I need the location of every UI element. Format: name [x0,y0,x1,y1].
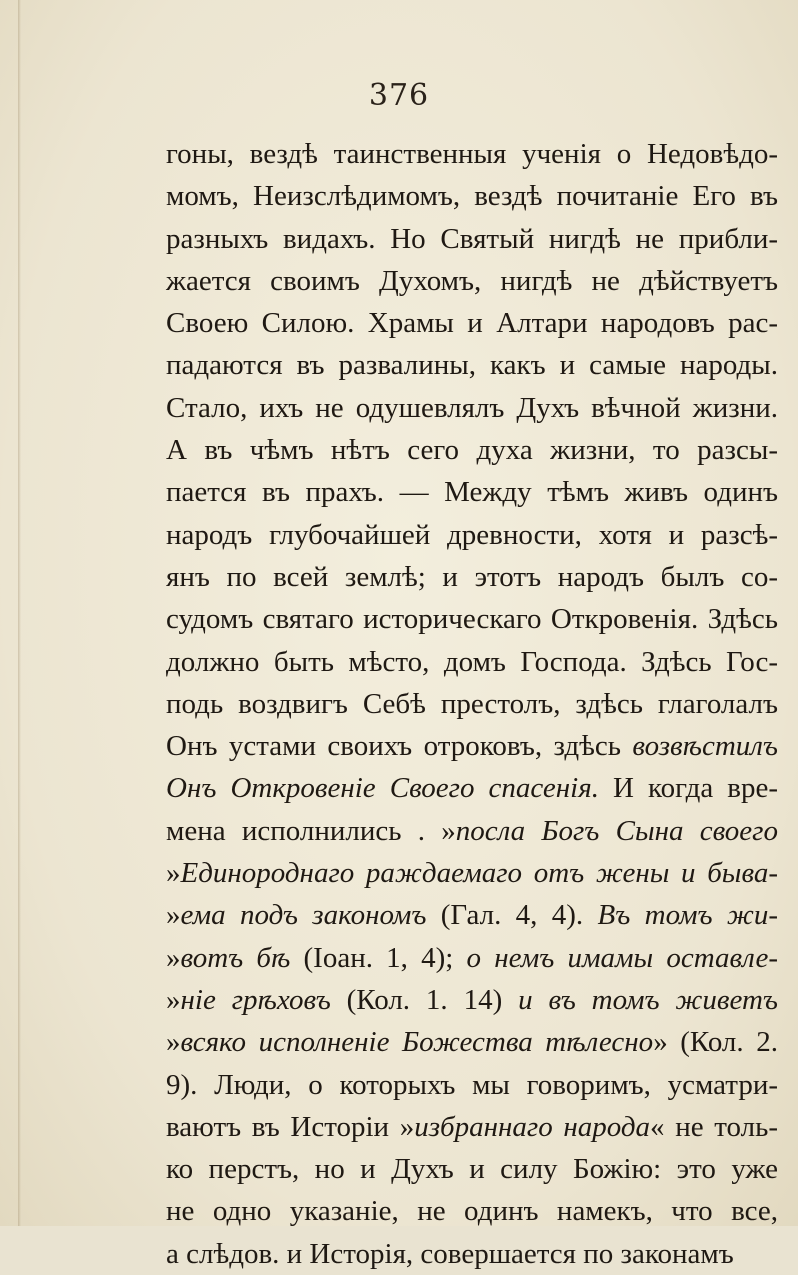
text-span: » [166,983,181,1016]
text-line [166,683,778,725]
text-line [166,133,778,175]
body-text [166,133,778,1275]
text-line [166,810,778,852]
text-line [166,641,778,683]
italic-text-span: о немъ имамы оставле- [466,941,778,974]
page-number: 376 [368,78,430,113]
text-span: А въ чѣмъ нѣтъ сего духа жизни, то разсы- [166,434,778,467]
text-span: а слѣдов. и Исторія, совершается по законамъ [166,1237,734,1270]
text-line [166,1106,778,1148]
italic-text-span: Единороднаго раждаемаго отъ жены и быва- [180,857,778,890]
text-line [166,260,778,302]
text-line [166,1148,778,1190]
text-line [166,218,778,260]
text-span: » (Кол. 2. [653,1026,778,1059]
text-span: падаются въ развалины, какъ и самые народы. [166,349,778,382]
text-span: должно быть мѣсто, домъ Господа. Здѣсь Гос- [166,645,778,678]
text-span: жается своимъ Духомъ, нигдѣ не дѣйствуетъ [166,264,778,297]
text-line [166,471,778,513]
text-span: И когда вре- [598,772,779,805]
text-line [166,344,778,386]
text-span: момъ, Неизслѣдимомъ, вездѣ почитаніе Его въ [166,180,778,213]
italic-text-span: возвѣстилъ [632,730,778,763]
text-line [166,1021,778,1063]
text-span: народъ глубочайшей древности, хотя и разсѣ- [166,518,778,551]
text-line [166,387,778,429]
text-span: Онъ устами своихъ отроковъ, здѣсь [166,730,633,763]
text-span: янъ по всей землѣ; и этотъ народъ былъ со- [166,560,778,593]
text-span: ко перстъ, но и Духъ и силу Божію: это уже [166,1153,778,1186]
italic-text-span: всяко исполненіе Божества тѣлесно [180,1026,654,1059]
text-span: пается въ прахъ. — Между тѣмъ живъ одинъ [166,476,778,509]
italic-text-span: и въ томъ живетъ [518,983,778,1016]
text-line [166,979,778,1021]
text-line [166,852,778,894]
text-span: » [166,899,181,932]
text-span: не одно указаніе, не одинъ намекъ, что все, [166,1195,778,1228]
text-span: ваютъ въ Исторіи » [166,1110,415,1143]
text-span: « не толь- [650,1110,778,1143]
text-span: подь воздвигъ Себѣ престолъ, здѣсь глаголалъ [166,687,778,720]
text-span: (Кол. 1. 14) [330,983,519,1016]
text-span: Стало, ихъ не одушевлялъ Духъ вѣчной жизни. [166,391,778,424]
text-span: (Іоан. 1, 4); [290,941,467,974]
italic-text-span: ніе грѣховъ [180,983,331,1016]
text-span: » [166,1026,181,1059]
text-span: Своею Силою. Храмы и Алтари народовъ рас- [166,307,778,340]
text-line [166,598,778,640]
text-line [166,302,778,344]
text-span: (Гал. 4, 4). [426,899,598,932]
text-span: » [166,857,181,890]
text-line [166,1190,778,1232]
text-line [166,429,778,471]
text-line [166,175,778,217]
italic-text-span: вотъ бѣ [180,941,291,974]
italic-text-span: избраннаго народа [414,1110,651,1143]
text-line [166,1233,778,1275]
text-line [166,1064,778,1106]
text-span: судомъ святаго историческаго Откровенія. Здѣсь [166,603,778,636]
text-span: гоны, вездѣ таинственныя ученія о Недовѣдо- [166,138,778,170]
italic-text-span: Онъ Откровеніе Своего спасенія. [166,772,599,805]
text-line [166,937,778,979]
text-span: » [166,941,181,974]
text-line [166,556,778,598]
italic-text-span: Въ томъ жи- [597,899,778,932]
text-line [166,894,778,936]
text-span: 9). Люди, о которыхъ мы говоримъ, усматри- [166,1068,778,1101]
text-line [166,767,778,809]
italic-text-span: посла Богъ Сына своего [455,814,778,847]
text-line [166,514,778,556]
text-span: мена исполнились . » [166,814,456,847]
text-line [166,725,778,767]
text-span: разныхъ видахъ. Но Святый нигдѣ не прибли- [166,222,778,255]
page-fold-shadow [18,0,21,1226]
italic-text-span: ема подъ закономъ [180,899,427,932]
